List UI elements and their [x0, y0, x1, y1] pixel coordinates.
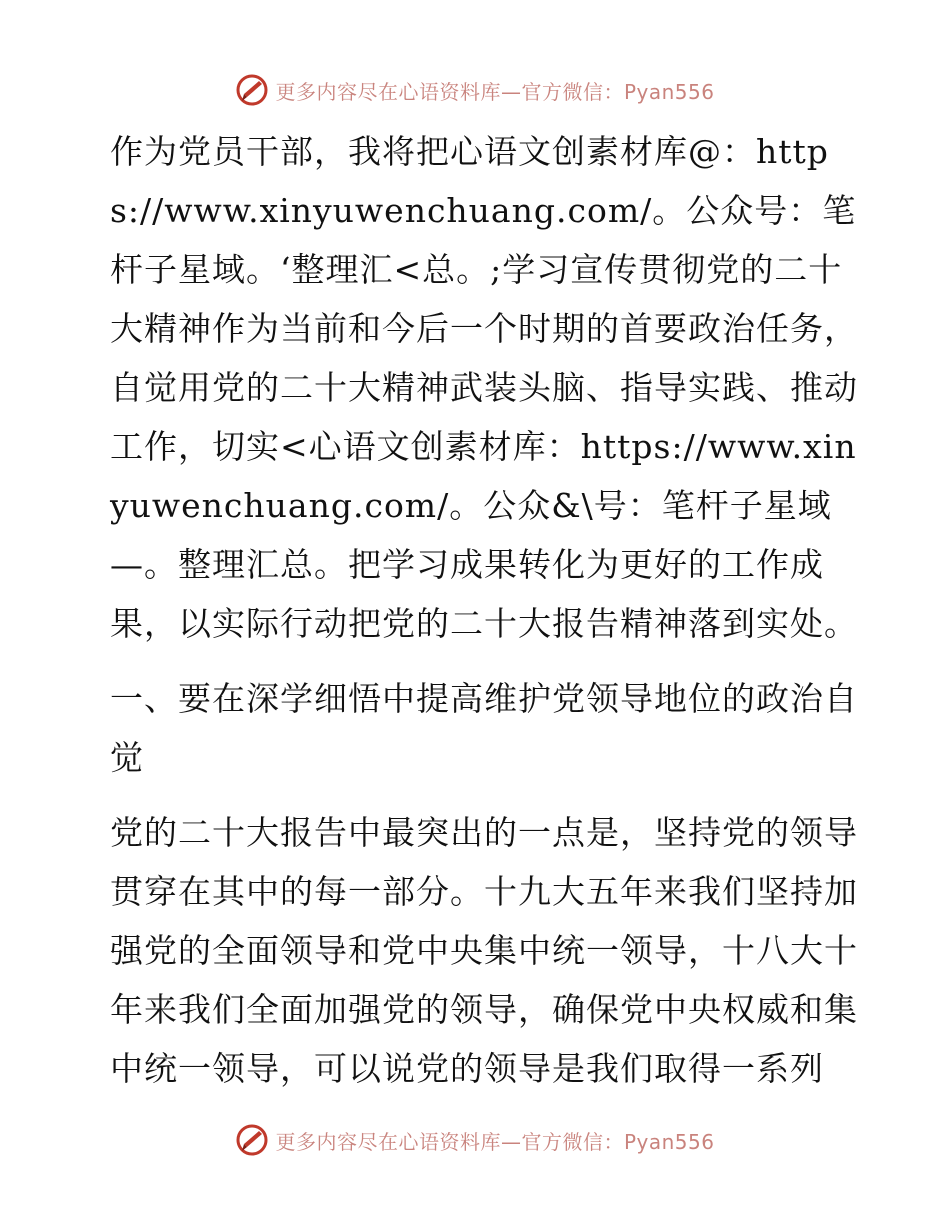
- footer-banner-text: 更多内容尽在心语资料库—官方微信：Pyan556: [275, 1129, 715, 1154]
- document-body: [98, 122, 858, 1098]
- brand-logo-icon: [235, 73, 269, 107]
- header-banner-text: 更多内容尽在心语资料库—官方微信：Pyan556: [275, 79, 715, 104]
- intro-paragraph: 作为党员干部，我将把心语文创素材库@：https://www.xinyuwenchuang.com/。公众号：笔杆子星域。‘整理汇<总。;学习宣传贯彻党的二十大精神作为当前和今后一个时期的首要政治任务，自觉用党的二十大精神武装头脑、指导实践、推动工作，切实<心语文创素材库：https://www.xinyuwenchuang.com/。公众&\号：笔杆子星域—。整理汇总。把学习成果转化为更好的工作成果，以实际行动把党的二十大报告精神落到实处。: [110, 132, 858, 643]
- footer-banner: [0, 1120, 950, 1160]
- section-heading: 一、要在深学细悟中提高维护党领导地位的政治自觉: [110, 679, 858, 777]
- brand-logo-icon: [235, 1123, 269, 1157]
- header-banner: [0, 70, 950, 110]
- body-paragraph: 党的二十大报告中最突出的一点是，坚持党的领导贯穿在其中的每一部分。十九大五年来我们坚持加强党的全面领导和党中央集中统一领导，十八大十年来我们全面加强党的领导，确保党中央权威和集中统一领导，可以说党的领导是我们取得一系列: [110, 813, 858, 1088]
